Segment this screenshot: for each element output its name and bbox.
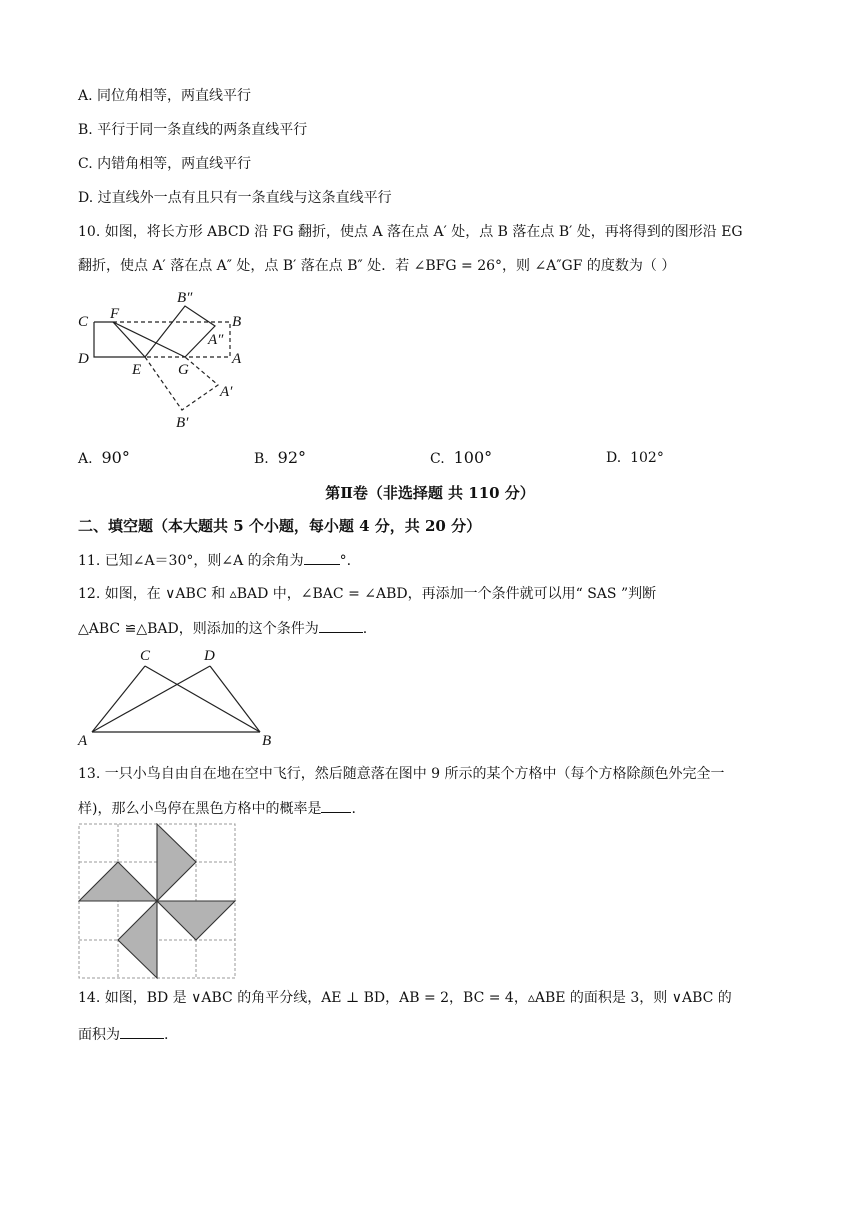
q13-stem-line1: 13. 一只小鸟自由自在地在空中飞行，然后随意落在图中 9 所示的某个方格中（每个方格除颜色外完全一 (78, 766, 725, 782)
q14-stem-line1: 14. 如图，BD 是 ∨ABC 的角平分线，AE ⊥ BD，AB = 2，BC = 4，▵ABE 的面积是 3，则 ∨ABC 的 (78, 990, 732, 1006)
q10-label-b2: B″ (177, 290, 193, 306)
q12-figure (72, 644, 282, 748)
q10-option-d: D. 102° (606, 450, 664, 466)
q10-label-b1: B′ (176, 415, 189, 431)
q10-label-a1: A′ (220, 384, 233, 400)
pinwheel-blade-bottom (118, 901, 157, 978)
q10-figure (70, 286, 260, 434)
q13-grid-figure (78, 823, 238, 981)
q11-answer-blank[interactable] (304, 550, 340, 565)
q10-option-b: B. 92° (254, 448, 307, 467)
q9-option-a: A. 同位角相等，两直线平行 (78, 88, 252, 104)
q12-label-c: C (140, 648, 151, 664)
q13-stem-line2: 样)，那么小鸟停在黑色方格中的概率是 . (78, 798, 356, 819)
pinwheel-blade-right (157, 901, 235, 940)
q10-label-b: B (232, 314, 242, 330)
q12-label-d: D (204, 648, 215, 664)
q14-answer-blank[interactable] (120, 1024, 164, 1039)
q12-label-a: A (78, 733, 88, 748)
q12-answer-blank[interactable] (319, 618, 363, 633)
q10-stem-line2: 翻折，使点 A′ 落在点 A″ 处，点 B′ 落在点 B″ 处．若 ∠BFG = 26°，则 ∠A″GF 的度数为（ ） (78, 258, 676, 274)
q12-stem-line2: △ABC ≌△BAD，则添加的这个条件为 . (78, 618, 367, 639)
q12-label-b: B (262, 733, 272, 748)
q9-option-c: C. 内错角相等，两直线平行 (78, 156, 252, 172)
q14-stem-line2: 面积为 . (78, 1024, 168, 1045)
q9-option-b: B. 平行于同一条直线的两条直线平行 (78, 122, 308, 138)
section-2-title: 第Ⅱ卷（非选择题 共 110 分） (325, 484, 535, 502)
part-2-heading: 二、填空题（本大题共 5 个小题，每小题 4 分，共 20 分） (78, 517, 482, 535)
q11-stem: 11. 已知∠A＝30°，则∠A 的余角为 °. (78, 550, 351, 571)
q10-label-g: G (178, 362, 189, 378)
q13-answer-blank[interactable] (321, 798, 351, 813)
pinwheel-blade-top (157, 824, 196, 901)
q10-label-a2: A″ (208, 332, 224, 348)
pinwheel-blade-left (79, 862, 157, 901)
q10-label-c: C (78, 314, 89, 330)
q10-label-a: A (232, 351, 242, 367)
q10-stem-line1: 10. 如图，将长方形 ABCD 沿 FG 翻折，使点 A 落在点 A′ 处，点 B 落在点 B′ 处，再将得到的图形沿 EG (78, 224, 743, 240)
q12-stem-line1: 12. 如图，在 ∨ABC 和 ▵BAD 中，∠BAC = ∠ABD，再添加一个条件就可以用“ SAS ”判断 (78, 586, 657, 602)
q10-option-a: A. 90° (78, 448, 130, 467)
q10-label-e: E (132, 362, 142, 378)
q10-label-d: D (78, 351, 89, 367)
q10-option-c: C. 100° (430, 448, 493, 467)
q10-label-f: F (110, 306, 120, 322)
q9-option-d: D. 过直线外一点有且只有一条直线与这条直线平行 (78, 190, 392, 206)
